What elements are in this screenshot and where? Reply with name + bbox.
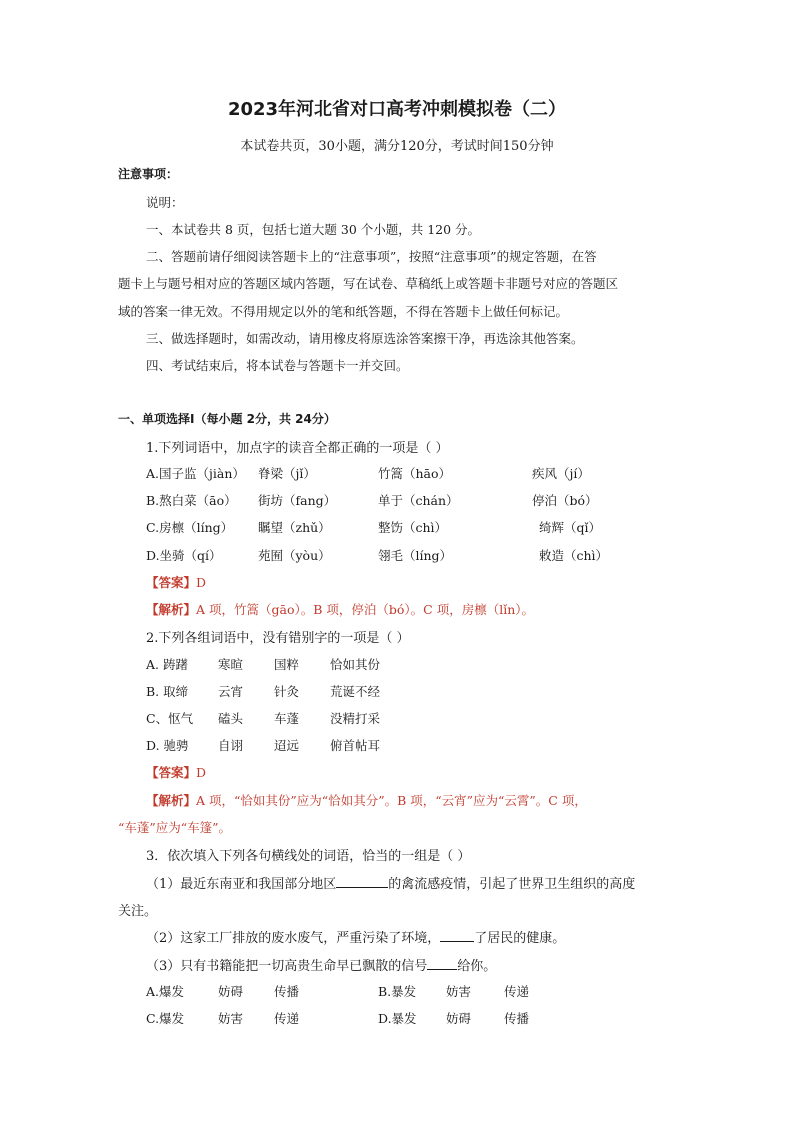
question-3-sentence-1-cont: 关注。 xyxy=(118,904,158,919)
option-cell: 恰如其份 xyxy=(330,657,381,672)
option-cell: A. 踌躇 xyxy=(146,657,188,672)
sentence-text: （2）这家工厂排放的废水废气，严重污染了环境， xyxy=(146,931,441,946)
notice-label: 说明： xyxy=(146,195,184,210)
question-2-option-row xyxy=(146,709,546,725)
option-cell: B.暴发 xyxy=(378,984,417,999)
option-cell: 脊梁（jǐ） xyxy=(258,466,316,481)
option-cell: 街坊（fang） xyxy=(258,493,337,508)
option-cell: 荒诞不经 xyxy=(330,684,381,699)
option-cell: 传播 xyxy=(274,984,300,999)
option-cell: A.国子监（jiàn） xyxy=(146,466,245,481)
option-cell: 竹篙（hāo） xyxy=(378,466,452,481)
option-cell: 传播 xyxy=(504,1011,530,1026)
fill-blank xyxy=(440,929,474,942)
question-1-answer xyxy=(146,573,206,591)
answer-value: D xyxy=(196,575,207,590)
analysis-text: A 项，“恰如其份”应为“恰如其分”。B 项，“云宵”应为“云霄”。C 项， xyxy=(196,793,587,808)
option-cell: 自诩 xyxy=(218,738,244,753)
analysis-text: A 项，竹篙（gāo）。B 项，停泊（bó）。C 项，房檩（lǐn）。 xyxy=(196,602,535,617)
question-2-answer xyxy=(146,763,206,781)
question-1-stem: 1.下列词语中，加点字的读音全都正确的一项是（ ） xyxy=(146,441,449,456)
option-cell: D.坐骑（qí） xyxy=(146,548,222,563)
option-cell: 整饬（chì） xyxy=(378,520,448,535)
option-cell: 迢远 xyxy=(274,738,300,753)
question-3-stem: 3．依次填入下列各句横线处的词语，恰当的一组是（ ） xyxy=(146,849,471,864)
fill-blank xyxy=(427,957,457,970)
question-2-analysis xyxy=(146,791,587,809)
option-cell: D. 驰骋 xyxy=(146,738,189,753)
fill-blank xyxy=(336,875,388,888)
question-3-sentence-2 xyxy=(146,927,565,946)
option-cell: 传递 xyxy=(274,1011,300,1026)
option-cell: 俯首帖耳 xyxy=(330,738,381,753)
option-cell: 妨害 xyxy=(218,1011,244,1026)
option-cell: 疾风（jí） xyxy=(532,466,590,481)
option-cell: 磕头 xyxy=(218,711,244,726)
option-cell: 苑囿（yòu） xyxy=(258,548,331,563)
notice-item: 二、答题前请仔细阅读答题卡上的“注意事项”，按照“注意事项”的规定答题，在答 xyxy=(146,249,597,264)
option-cell: A.爆发 xyxy=(146,984,185,999)
notice-item: 四、考试结束后，将本试卷与答题卡一并交回。 xyxy=(146,358,409,373)
sentence-text: 给你。 xyxy=(457,959,497,974)
question-2-option-row xyxy=(146,682,546,698)
option-cell: 寒暄 xyxy=(218,657,244,672)
option-cell: B. 取缔 xyxy=(146,684,189,699)
answer-tag: 【答案】 xyxy=(146,765,197,780)
notice-item: 一、本试卷共 8 页，包括七道大题 30 个小题，共 120 分。 xyxy=(146,222,481,237)
option-cell: D.暴发 xyxy=(378,1011,417,1026)
option-cell: 妨害 xyxy=(446,984,472,999)
option-cell: C、怄气 xyxy=(146,711,194,726)
analysis-tag: 【解析】 xyxy=(146,602,197,617)
question-1-option-row xyxy=(146,546,646,562)
notice-heading: 注意事项： xyxy=(118,167,179,181)
question-1-option-row xyxy=(146,518,646,534)
sentence-text: 的禽流感疫情，引起了世界卫生组织的高度 xyxy=(388,877,636,892)
answer-value: D xyxy=(196,765,207,780)
notice-item: 题卡上与题号相对应的答题区域内答题，写在试卷、草稿纸上或答题卡非题号对应的答题区 xyxy=(118,276,619,291)
question-2-option-row xyxy=(146,655,546,671)
option-cell: C.爆发 xyxy=(146,1011,185,1026)
analysis-tag: 【解析】 xyxy=(146,793,197,808)
question-1-option-row xyxy=(146,464,646,480)
option-cell: 瞩望（zhǔ） xyxy=(258,520,331,535)
option-cell: 翎毛（líng） xyxy=(378,548,453,563)
option-cell: 敕造（chì） xyxy=(539,548,609,563)
notice-item: 域的答案一律无效。不得用规定以外的笔和纸答题，不得在答题卡上做任何标记。 xyxy=(118,304,569,319)
question-3-option-row xyxy=(146,1009,566,1025)
option-cell: B.熬白菜（āo） xyxy=(146,493,237,508)
option-cell: C.房檩（líng） xyxy=(146,520,234,535)
option-cell: 传递 xyxy=(504,984,530,999)
question-2-analysis-cont: “车蓬”应为“车篷”。 xyxy=(118,820,232,835)
answer-tag: 【答案】 xyxy=(146,575,197,590)
notice-item: 三、做选择题时，如需改动，请用橡皮将原选涂答案擦干净，再选涂其他答案。 xyxy=(146,331,584,346)
question-2-stem: 2.下列各组词语中，没有错别字的一项是（ ） xyxy=(146,631,410,646)
option-cell: 国粹 xyxy=(274,657,300,672)
option-cell: 针灸 xyxy=(274,684,300,699)
question-3-sentence-1 xyxy=(146,873,635,892)
option-cell: 妨碍 xyxy=(446,1011,472,1026)
page-subtitle: 本试卷共页，30小题，满分120分，考试时间150分钟 xyxy=(240,139,554,154)
option-cell: 车蓬 xyxy=(274,711,300,726)
option-cell: 没精打采 xyxy=(330,711,381,726)
question-2-option-row xyxy=(146,736,546,752)
sentence-text: （3）只有书籍能把一切高贵生命早已飘散的信号 xyxy=(146,959,428,974)
option-cell: 妨碍 xyxy=(218,984,244,999)
question-3-option-row xyxy=(146,982,566,998)
sentence-text: 了居民的健康。 xyxy=(474,931,566,946)
question-1-option-row xyxy=(146,491,646,507)
sentence-text: （1）最近东南亚和我国部分地区 xyxy=(146,877,337,892)
option-cell: 绮辉（qǐ） xyxy=(539,520,601,535)
question-1-analysis xyxy=(146,600,534,618)
option-cell: 单于（chán） xyxy=(378,493,459,508)
page-title: 2023年河北省对口高考冲刺模拟卷（二） xyxy=(227,99,567,120)
option-cell: 停泊（bó） xyxy=(532,493,598,508)
option-cell: 云宵 xyxy=(218,684,244,699)
section-heading: 一、单项选择Ⅰ（每小题 2分，共 24分） xyxy=(118,412,336,426)
question-3-sentence-3 xyxy=(146,955,496,974)
